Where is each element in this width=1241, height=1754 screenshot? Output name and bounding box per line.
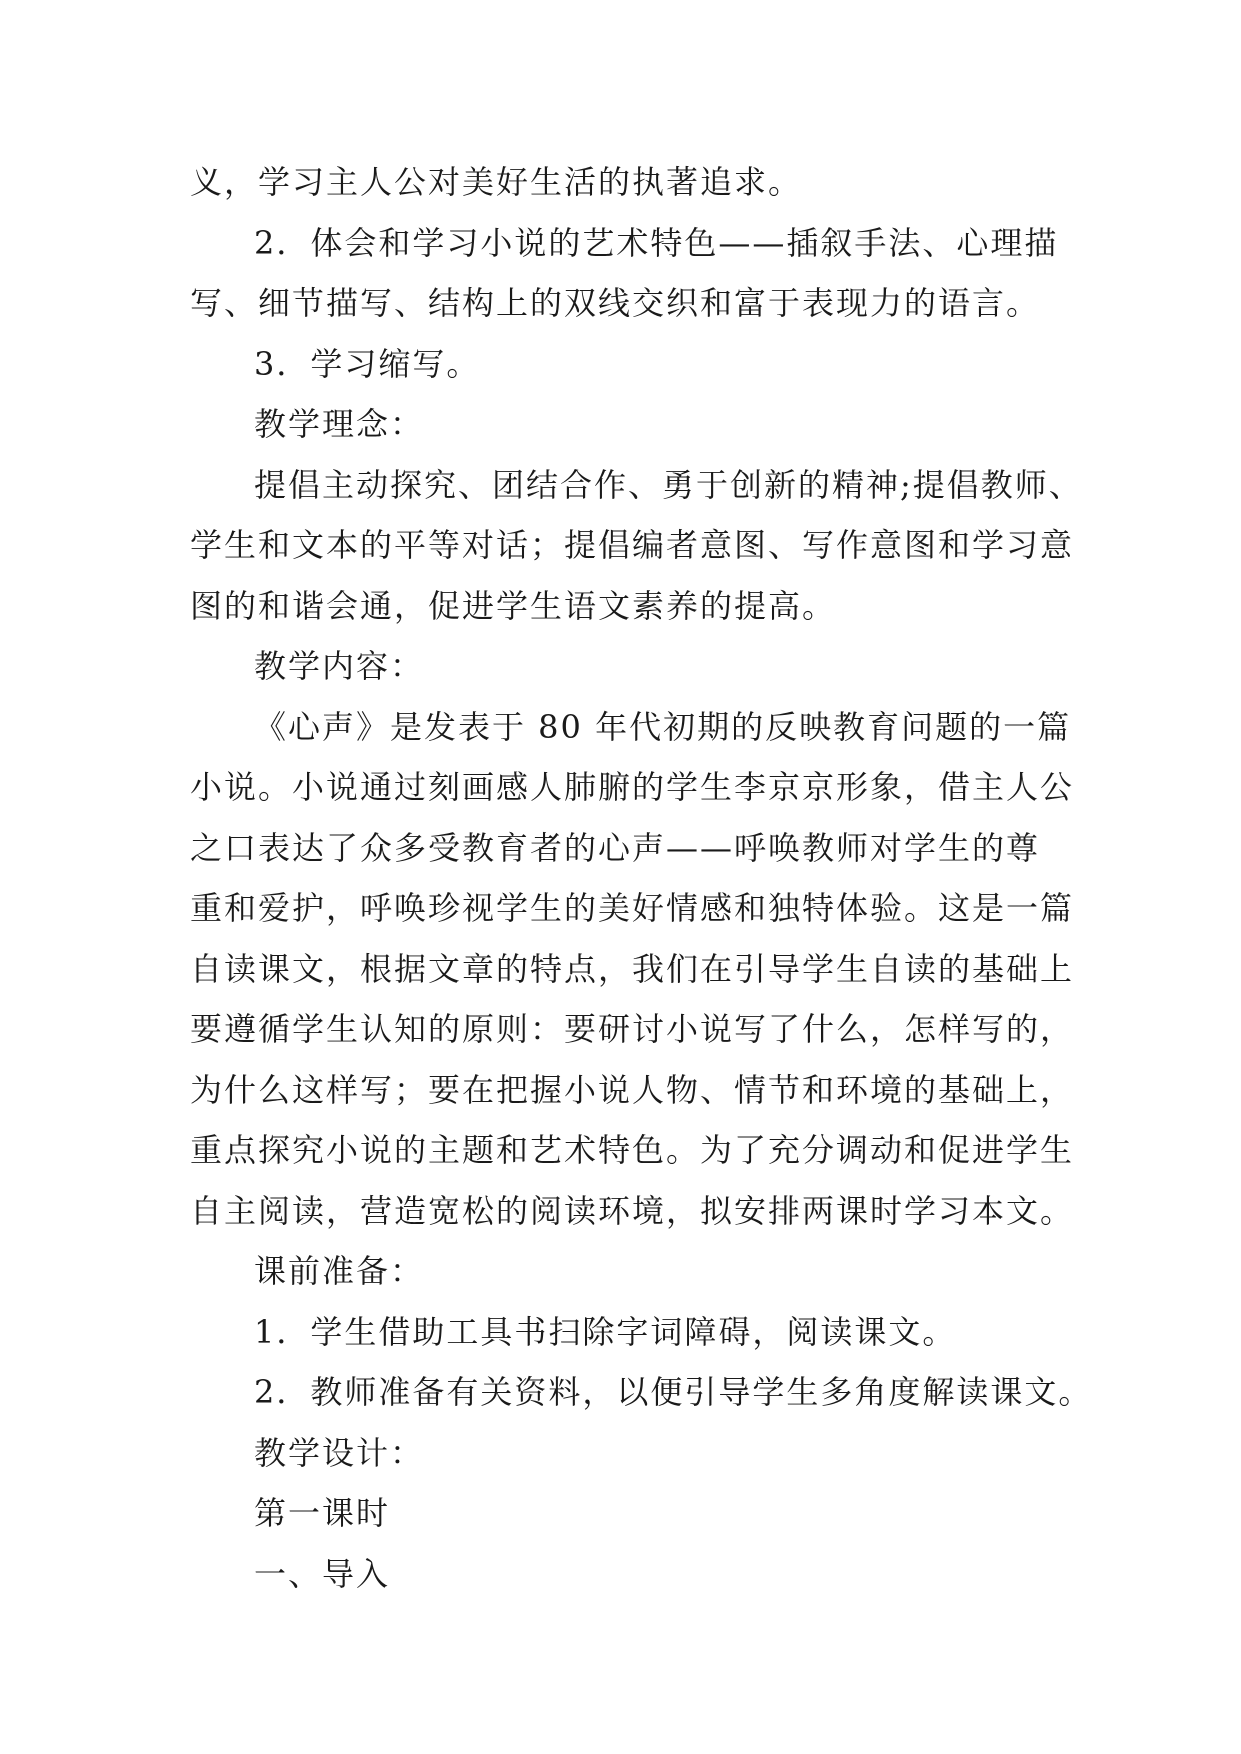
text-line: 第一课时	[254, 1494, 391, 1532]
text-line: 自主阅读，营造宽松的阅读环境，拟安排两课时学习本文。	[190, 1191, 1075, 1230]
text-line: 2．体会和学习小说的艺术特色——插叙手法、心理描	[254, 223, 1059, 262]
text-line: 重和爱护，呼唤珍视学生的美好情感和独特体验。这是一篇	[190, 889, 1075, 927]
text-line: 要遵循学生认知的原则：要研讨小说写了什么，怎样写的，	[190, 1010, 1075, 1048]
text-line: 重点探究小说的主题和艺术特色。为了充分调动和促进学生	[190, 1131, 1075, 1169]
text-line: 图的和谐会通，促进学生语文素养的提高。	[190, 586, 837, 625]
section-heading: 课前准备：	[254, 1252, 425, 1290]
text-line: 写、细节描写、结构上的双线交织和富于表现力的语言。	[190, 284, 1041, 322]
text-line: 之口表达了众多受教育者的心声——呼唤教师对学生的尊	[190, 828, 1041, 867]
text-line: 义，学习主人公对美好生活的执著追求。	[190, 163, 803, 201]
text-line: 提倡主动探究、团结合作、勇于创新的精神;提倡教师、	[254, 465, 1083, 504]
text-line: 1．学生借助工具书扫除字词障碍，阅读课文。	[254, 1312, 957, 1351]
text-line: 小说。小说通过刻画感人肺腑的学生李京京形象，借主人公	[190, 768, 1075, 806]
section-heading: 教学内容：	[254, 647, 425, 685]
text-line: 《心声》是发表于 80 年代初期的反映教育问题的一篇	[254, 707, 1072, 746]
text-line: 2．教师准备有关资料，以便引导学生多角度解读课文。	[254, 1373, 1093, 1411]
text-line: 为什么这样写；要在把握小说人物、情节和环境的基础上，	[190, 1070, 1075, 1109]
text-line: 一、导入	[254, 1554, 391, 1593]
text-line: 自读课文，根据文章的特点，我们在引导学生自读的基础上	[190, 949, 1075, 988]
section-heading: 教学理念：	[254, 405, 425, 443]
text-line: 学生和文本的平等对话；提倡编者意图、写作意图和学习意	[190, 526, 1075, 564]
body-text	[190, 152, 1093, 1604]
text-line: 3．学习缩写。	[254, 344, 481, 383]
section-heading: 教学设计：	[254, 1433, 425, 1472]
